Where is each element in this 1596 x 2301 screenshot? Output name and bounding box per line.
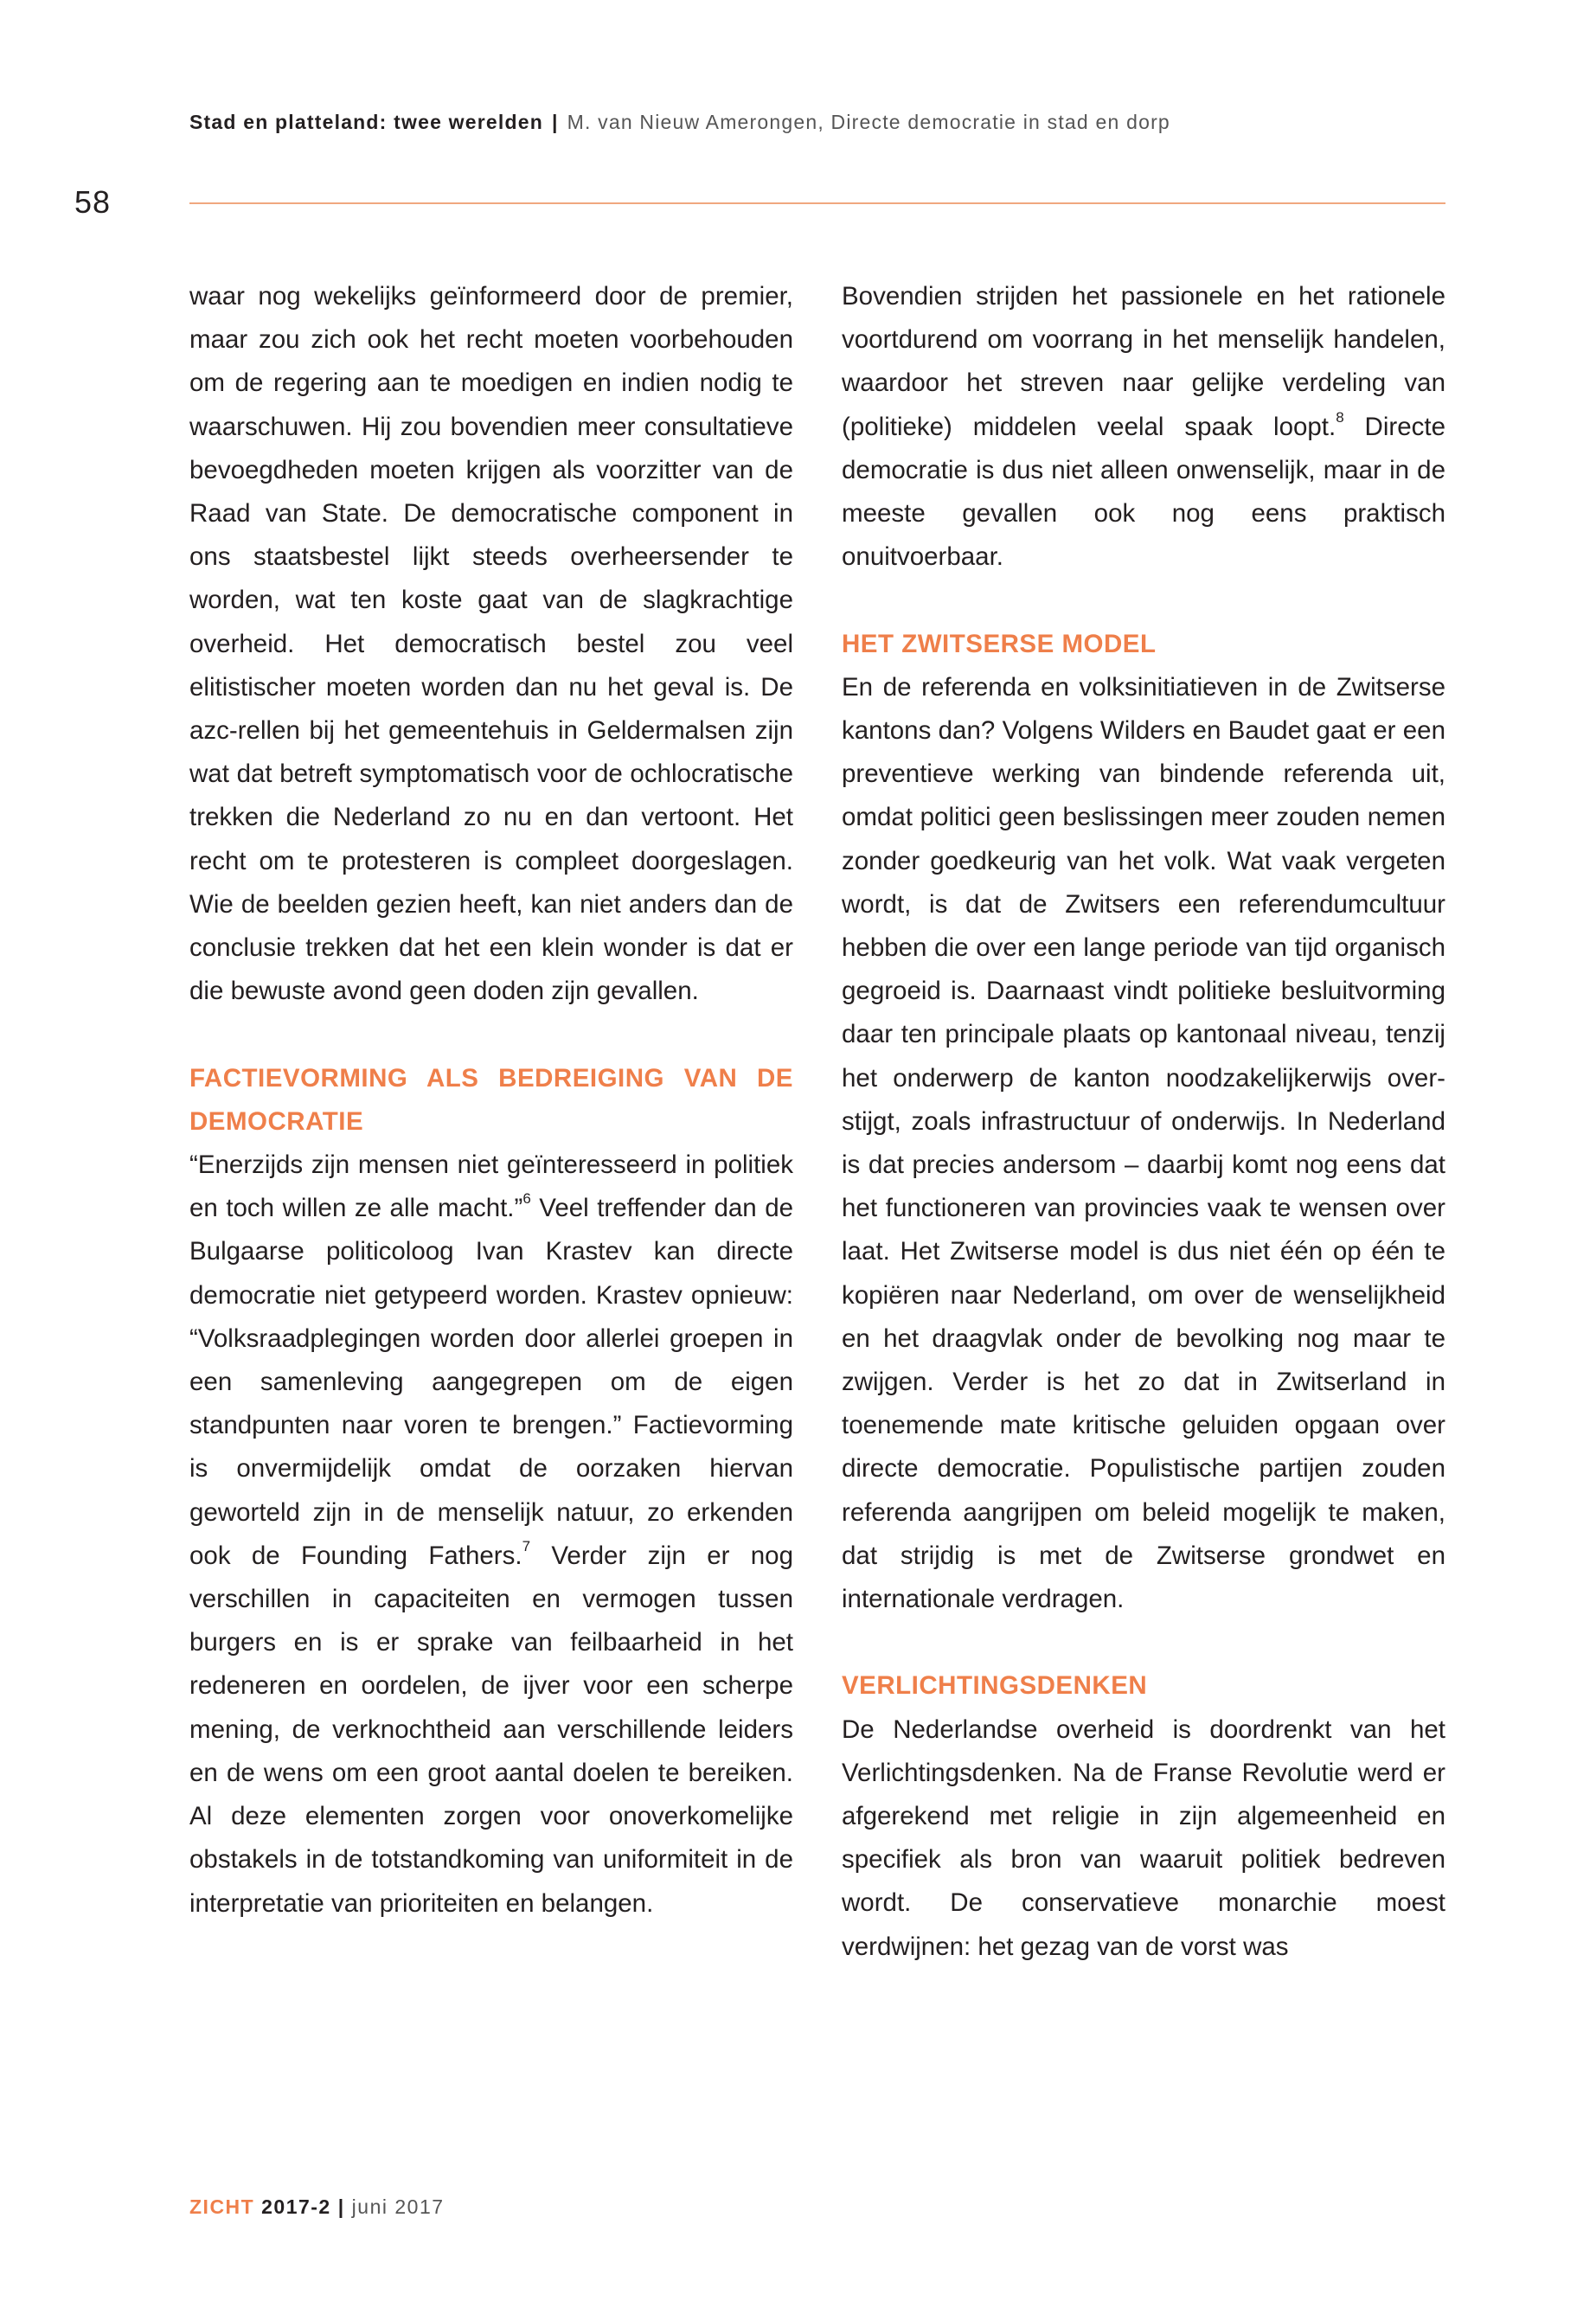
footer-separator: | <box>337 2195 345 2218</box>
page-number: 58 <box>74 184 112 220</box>
section-heading-verlichtingsdenken: VERLICHTINGSDENKEN <box>842 1671 1148 1701</box>
footnote-ref-7: 7 <box>522 1538 531 1555</box>
section-title: Stad en platteland: twee werelden <box>189 111 543 133</box>
text-segment: “Enerzijds zijn mensen niet geïnteresseerd in politiek en toch willen ze alle macht.” <box>189 1150 793 1223</box>
running-header <box>189 111 1170 134</box>
right-column <box>842 275 1445 1969</box>
page-footer <box>189 2195 445 2219</box>
paragraph-gap <box>842 1621 1445 1664</box>
issue-date: juni 2017 <box>351 2195 445 2218</box>
article-info: M. van Nieuw Amerongen, Directe democratie in stad en dorp <box>567 111 1170 133</box>
paragraph-gap <box>842 579 1445 622</box>
left-column <box>189 275 793 1926</box>
header-separator: | <box>551 111 559 133</box>
text-segment: Directe democratie is dus niet alleen onwenselijk, maar in de meeste gevallen ook nog eens praktisch onuitvoerbaar. <box>842 412 1446 572</box>
body-paragraph-verlichtingsdenken: De Nederlandse overheid is doordrenkt van het Verlichtingsdenken. Na de Franse Revolutie werd er afgerekend met religie in zijn algemeenheid en specifiek als bron van waaruit politiek bedreven wordt. De conservatieve monarchie moest verdwijnen: het gezag van de vorst was <box>842 1715 1445 1961</box>
body-paragraph-factievorming <box>189 1144 793 1926</box>
text-segment: Verder zijn er nog verschillen in capaciteiten en vermogen tussen burgers en is er sprake van feilbaarheid in het redeneren en oordelen, de ijver voor een scherpe mening, de verknochtheid aan verschillende leiders en de wens om een groot aantal doelen te bereiken. Al deze elementen zorgen voor onoverkomelijke obstakels in de totstandkoming van uniformiteit in de interpretatie van prioriteiten en belangen. <box>189 1541 793 1918</box>
text-segment: Bovendien strijden het passionele en het rationele voortdurend om voorrang in het menselijk handelen, waardoor het streven naar gelijke verdeling van (politieke) middelen veelal spaak loopt. <box>842 282 1445 441</box>
body-paragraph-zwitserse-model: En de referenda en volksinitiatieven in de Zwitserse kantons dan? Volgens Wilders en Baudet gaat er een preventieve werking van bindende referenda uit, omdat politici geen beslissingen meer zouden nemen zonder goedkeurig van het volk. Wat vaak vergeten wordt, is dat de Zwitsers een referendumcultuur hebben die over een lange periode van tijd organisch gegroeid is. Daarnaast vindt politieke besluitvorming daar ten principale plaats op kantonaal niveau, tenzij het onderwerp de kanton noodzakelijkerwijs overstijgt, zoals infrastructuur of onderwijs. In Nederland is dat precies andersom – daarbij komt nog eens dat het functioneren van provincies vaak te wensen over laat. Het Zwitserse model is dus niet één op één te kopiëren naar Nederland, om over de wenselijkheid en het draagvlak onder de bevolking nog maar te zwijgen. Verder is het zo dat in Zwitserland in toenemende mate kritische geluiden opgaan over directe democratie. Populistische partijen zouden referenda aangrijpen om beleid mogelijk te maken, dat strijdig is met de Zwitserse grondwet en internationale verdragen. <box>842 672 1445 1614</box>
text-segment: Veel treffender dan de Bulgaarse politicoloog Ivan Krastev kan directe democratie niet getypeerd worden. Krastev opnieuw: “Volksraadplegingen worden door allerlei groepen in een samenleving aangegrepen om de eigen standpunten naar voren te brengen.” Factievorming is onvermijdelijk omdat de oorzaken hiervan geworteld zijn in de menselijk natuur, zo erkenden ook de Founding Fathers. <box>189 1194 794 1570</box>
paragraph-gap <box>189 1013 793 1056</box>
magazine-name: ZICHT <box>189 2195 255 2218</box>
body-paragraph <box>842 275 1445 579</box>
footnote-ref-8: 8 <box>1336 408 1344 426</box>
footnote-ref-6: 6 <box>522 1190 531 1208</box>
section-heading-factievorming: FACTIEVORMING ALS BEDREIGING VAN DE DEMOCRATIE <box>189 1063 793 1136</box>
section-heading-zwitserse-model: HET ZWITSERSE MODEL <box>842 629 1157 658</box>
body-paragraph: waar nog wekelijks geïnformeerd door de premier, maar zou zich ook het recht moeten voorbehouden om de regering aan te moedigen en indien nodig te waarschuwen. Hij zou bovendien meer consultatieve bevoegdheden moeten krijgen als voorzitter van de Raad van State. De democratische component in ons staatsbestel lijkt steeds overheersender te worden, wat ten koste gaat van de slagkrachtige overheid. Het democratisch bestel zou veel elitistischer moeten worden dan nu het geval is. De azc-rellen bij het gemeentehuis in Geldermalsen zijn wat dat betreft symptomatisch voor de ochlocratische trekken die Nederland zo nu en dan vertoont. Het recht om te protesteren is compleet doorgeslagen. Wie de beelden gezien heeft, kan niet anders dan de conclusie trekken dat het een klein wonder is dat er die bewuste avond geen doden zijn gevallen. <box>189 282 793 1006</box>
issue-number: 2017-2 <box>261 2195 331 2218</box>
header-rule <box>189 202 1445 204</box>
